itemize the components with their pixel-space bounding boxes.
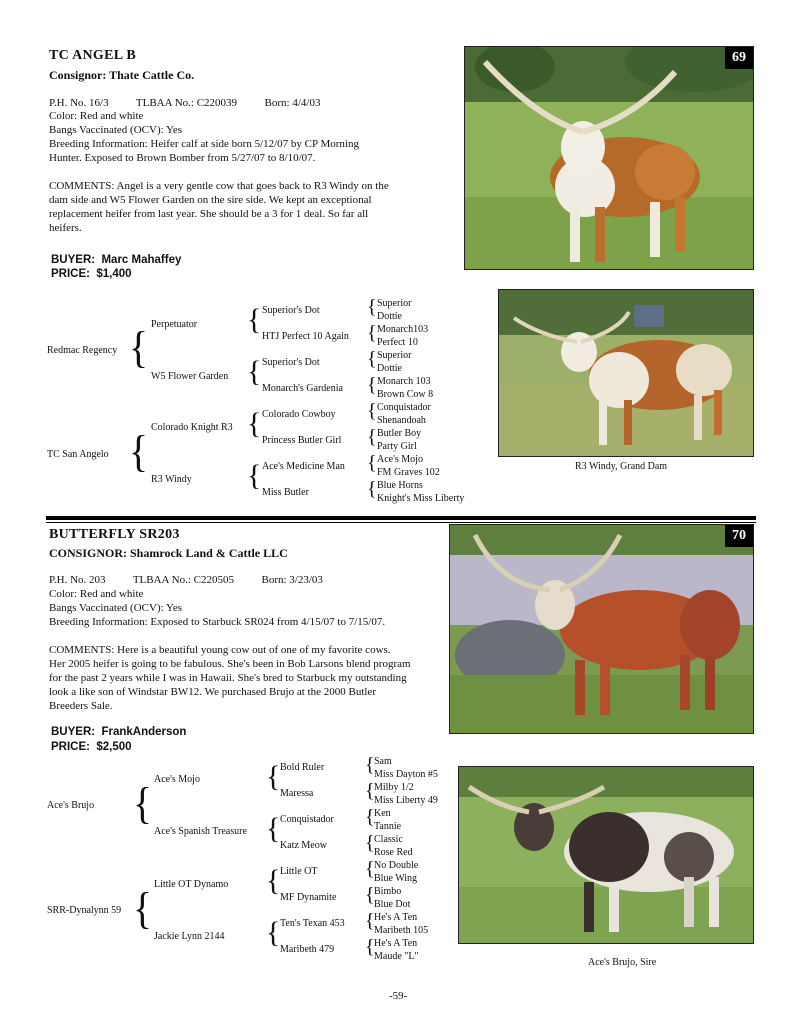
lot69-ped-ggg: Blue Horns: [377, 480, 423, 491]
brace: {: [266, 760, 281, 793]
lot69-ped-g: W5 Flower Garden: [151, 371, 229, 382]
lot69-ped-gg: Colorado Cowboy: [262, 409, 336, 420]
brace: {: [129, 323, 149, 372]
lot69-ped-ggg: Superior: [377, 298, 412, 309]
lot69-info: P.H. No. 16/3 TLBAA No.: C220039 Born: 4/4/03: [49, 97, 321, 109]
lot69-comments-line2: dam side and W5 Flower Garden on the sire side. We kept an exceptional: [49, 194, 372, 206]
lot69-ped-ggg: Superior: [377, 350, 412, 361]
brace: {: [365, 884, 375, 906]
longhorn-cow-image: [450, 525, 753, 733]
lot70-ped-gg: Maribeth 479: [280, 944, 335, 955]
lot69-bangs: Bangs Vaccinated (OCV): Yes: [49, 124, 183, 136]
brace: {: [266, 864, 281, 897]
lot69-ped-ggg: Butler Boy: [377, 428, 422, 439]
brace: {: [365, 806, 375, 828]
lot70-ped-ggg: Blue Wing: [374, 873, 418, 884]
lot70-ped-ggg: Maude "L": [374, 951, 419, 962]
brace: {: [247, 355, 262, 388]
lot69-ped-gg: Superior's Dot: [262, 357, 320, 368]
lot70-ped-g: Ace's Mojo: [154, 774, 200, 785]
lot70-sire-photo: [458, 766, 754, 944]
lot70-ped-sire: Ace's Brujo: [47, 800, 95, 811]
lot70-price: PRICE: $2,500: [51, 741, 132, 753]
brace: {: [367, 296, 377, 318]
lot69-cow-photo: [464, 46, 754, 270]
lot69-title: TC ANGEL B: [49, 48, 137, 63]
lot69-buyer: BUYER: Marc Mahaffey: [51, 254, 182, 266]
longhorn-cow-image: [465, 47, 753, 269]
lot70-comments-line1: COMMENTS: Here is a beautiful young cow out of one of my favorite cows.: [49, 644, 391, 656]
lot70-ped-ggg: Rose Red: [374, 847, 413, 858]
lot69-ped-ggg: Conquistador: [377, 402, 431, 413]
lot70-ped-gg: Little OT: [280, 866, 318, 877]
lot70-breeding: Breeding Information: Exposed to Starbuck SR024 from 4/15/07 to 7/15/07.: [49, 616, 386, 628]
brace: {: [367, 348, 377, 370]
brace: {: [133, 779, 153, 828]
lot69-ped-ggg: Knight's Miss Liberty: [377, 493, 465, 504]
lot69-ped-ggg: Dottie: [377, 311, 402, 322]
brace: {: [247, 459, 262, 492]
lot69-ped-ggg: Monarch 103: [377, 376, 431, 387]
lot70-photo-caption: Ace's Brujo, Sire: [588, 957, 657, 968]
lot70-ped-ggg: Miss Liberty 49: [374, 795, 438, 806]
page-number: -59-: [389, 990, 408, 1002]
brace: {: [367, 426, 377, 448]
lot70-number-badge: 70: [725, 525, 753, 547]
lot69-ped-ggg: FM Graves 102: [377, 467, 440, 478]
lot70-ped-ggg: Classic: [374, 834, 403, 845]
lot70-color: Color: Red and white: [49, 588, 144, 600]
lot70-ped-gg: Conquistador: [280, 814, 334, 825]
lot69-breeding-line1: Breeding Information: Heifer calf at side born 5/12/07 by CP Morning: [49, 138, 359, 150]
brace: {: [367, 478, 377, 500]
lot70-ped-ggg: He's A Ten: [374, 912, 418, 923]
lot70-comments-line5: Breeders Sale.: [49, 700, 113, 712]
lot70-ped-ggg: Sam: [374, 756, 392, 767]
lot69-ped-ggg: Shenandoah: [377, 415, 426, 426]
lot70-consignor: CONSIGNOR: Shamrock Land & Cattle LLC: [49, 546, 288, 560]
lot70-comments-line4: look a like son of Windstar BW12. We purchased Brujo at the 2000 Butler: [49, 686, 376, 698]
lot69-photo-caption: R3 Windy, Grand Dam: [575, 461, 668, 472]
lot70-ped-gg: Ten's Texan 453: [280, 918, 345, 929]
lot70-ped-ggg: Tannie: [374, 821, 402, 832]
lot70-ped-ggg: Milby 1/2: [374, 782, 414, 793]
lot69-comments-line4: heifers.: [49, 222, 82, 234]
lot70-ped-g: Little OT Dynamo: [154, 879, 229, 890]
lot69-number-badge: 69: [725, 47, 753, 69]
brace: {: [247, 303, 262, 336]
lot69-ped-ggg: Perfect 10: [377, 337, 418, 348]
lot70-buyer: BUYER: FrankAnderson: [51, 726, 187, 738]
lot69-ped-ggg: Brown Cow 8: [377, 389, 434, 400]
lot70-ped-ggg: Maribeth 105: [374, 925, 429, 936]
lot69-ped-g: Perpetuator: [151, 319, 198, 330]
lot69-ped-g: Colorado Knight R3: [151, 422, 233, 433]
brace: {: [365, 780, 375, 802]
brace: {: [365, 858, 375, 880]
lot69-ped-ggg: Party Girl: [377, 441, 417, 452]
lot69-ped-gg: Princess Butler Girl: [262, 435, 342, 446]
lot70-ped-gg: MF Dynamite: [280, 892, 337, 903]
lot69-comments-line3: replacement heifer from last year. She should be a 3 for 1 deal. So far all: [49, 208, 369, 220]
lot70-comments-line3: for the past 2 years while I was in Hawaii. She's bred to Starbuck my outstanding: [49, 672, 407, 684]
lot70-ped-ggg: No Double: [374, 860, 419, 871]
brace: {: [133, 884, 153, 933]
brace: {: [365, 936, 375, 958]
lot70-ped-ggg: Ken: [374, 808, 391, 819]
lot70-ped-ggg: Blue Dot: [374, 899, 411, 910]
lot70-bangs: Bangs Vaccinated (OCV): Yes: [49, 602, 183, 614]
lot70-ped-gg: Maressa: [280, 788, 314, 799]
brace: {: [367, 322, 377, 344]
brace: {: [247, 407, 262, 440]
brace: {: [365, 832, 375, 854]
lot70-title: BUTTERFLY SR203: [49, 527, 180, 542]
brace: {: [129, 427, 149, 476]
longhorn-sire-image: [459, 767, 753, 943]
lot69-ped-gg: Monarch's Gardenia: [262, 383, 343, 394]
lot70-info: P.H. No. 203 TLBAA No.: C220505 Born: 3/23/03: [49, 574, 323, 586]
brace: {: [365, 754, 375, 776]
brace: {: [367, 374, 377, 396]
lot70-ped-ggg: Bimbo: [374, 886, 402, 897]
lot69-ped-ggg: Ace's Mojo: [377, 454, 423, 465]
section-divider-thin: [46, 522, 756, 523]
lot70-ped-g: Jackie Lynn 2144: [154, 931, 225, 942]
lot70-cow-photo: [449, 524, 754, 734]
lot69-ped-dam: TC San Angelo: [47, 449, 109, 460]
brace: {: [266, 916, 281, 949]
lot69-ped-g: R3 Windy: [151, 474, 192, 485]
lot70-ped-ggg: Miss Dayton #5: [374, 769, 438, 780]
lot70-ped-dam: SRR-Dynalynn 59: [47, 905, 122, 916]
section-divider: [46, 516, 756, 520]
lot69-granddam-photo: [498, 289, 754, 457]
lot70-ped-gg: Katz Meow: [280, 840, 327, 851]
brace: {: [367, 452, 377, 474]
lot69-consignor: Consignor: Thate Cattle Co.: [49, 68, 195, 82]
brace: {: [266, 812, 281, 845]
lot69-ped-gg: Superior's Dot: [262, 305, 320, 316]
lot69-ped-gg: Miss Butler: [262, 487, 309, 498]
lot69-ped-gg: Ace's Medicine Man: [262, 461, 345, 472]
lot69-comments-line1: COMMENTS: Angel is a very gentle cow that goes back to R3 Windy on the: [49, 180, 389, 192]
lot69-breeding-line2: Hunter. Exposed to Brown Bomber from 5/27/07 to 8/10/07.: [49, 152, 316, 164]
brace: {: [367, 400, 377, 422]
lot69-ped-ggg: Dottie: [377, 363, 402, 374]
brace: {: [365, 910, 375, 932]
lot69-color: Color: Red and white: [49, 110, 144, 122]
lot69-ped-gg: HTJ Perfect 10 Again: [262, 331, 349, 342]
lot70-ped-ggg: He's A Ten: [374, 938, 418, 949]
lot70-comments-line2: Her 2005 heifer is going to be fabulous. She's been in Bob Larsons blend program: [49, 658, 411, 670]
lot69-ped-sire: Redmac Regency: [47, 345, 118, 356]
lot70-ped-g: Ace's Spanish Treasure: [154, 826, 247, 837]
lot70-ped-gg: Bold Ruler: [280, 762, 325, 773]
lot69-price: PRICE: $1,400: [51, 268, 132, 280]
longhorn-granddam-image: [499, 290, 753, 456]
lot69-ped-ggg: Monarch103: [377, 324, 429, 335]
